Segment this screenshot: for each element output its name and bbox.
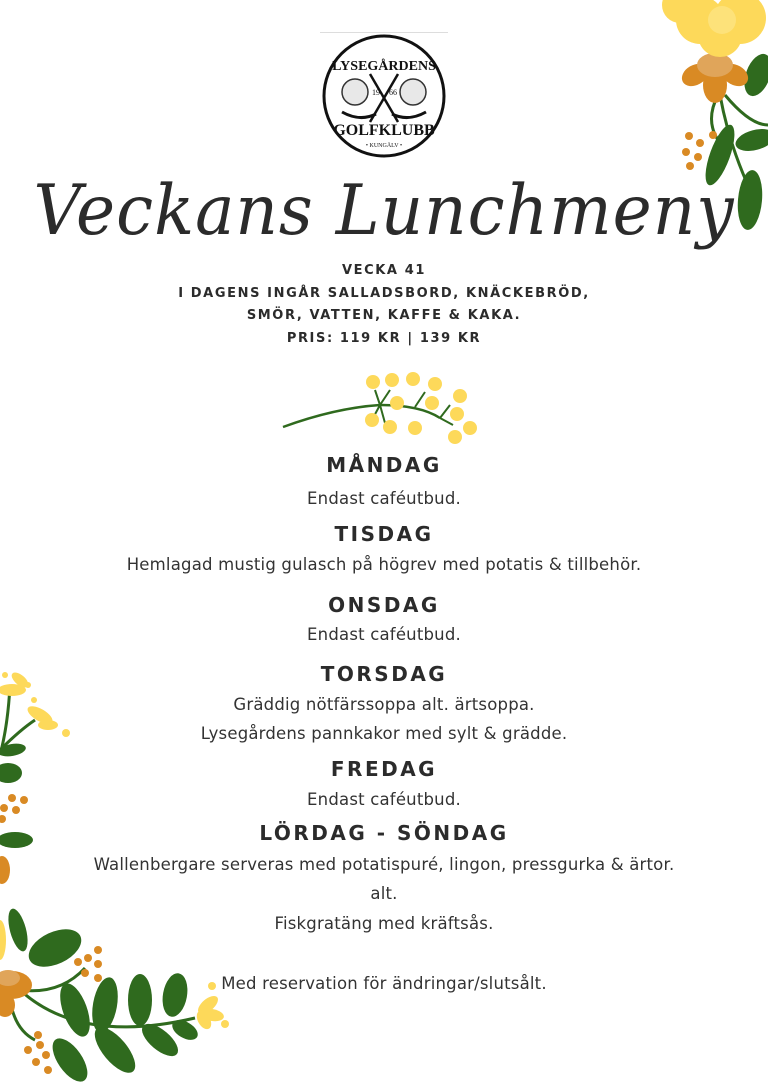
day-menu-weekend-alt: alt. <box>370 884 398 903</box>
day-menu-friday: Endast caféutbud. <box>307 790 461 809</box>
svg-text:19: 19 <box>372 88 380 97</box>
day-heading-weekend: LÖRDAG - SÖNDAG <box>259 821 509 845</box>
page-title: Veckans Lunchmeny <box>33 170 735 251</box>
day-menu-tuesday: Hemlagad mustig gulasch på högrev med potatis & tillbehör. <box>126 555 642 574</box>
day-menu-weekend-2: Fiskgratäng med kräftsås. <box>274 914 494 933</box>
svg-text:LYSEGÅRDENS: LYSEGÅRDENS <box>332 59 436 74</box>
footer-note: Med reservation för ändringar/slutsålt. <box>221 974 547 993</box>
golfklubb-logo <box>320 32 448 160</box>
day-menu-thursday-1: Gräddig nötfärssoppa alt. ärtsoppa. <box>233 695 535 714</box>
svg-text:GOLFKLUBB: GOLFKLUBB <box>333 122 435 139</box>
included-line-1: I DAGENS INGÅR SALLADSBORD, KNÄCKEBRÖD, <box>178 285 590 301</box>
day-heading-thursday: TORSDAG <box>320 662 448 686</box>
svg-text:66: 66 <box>389 88 397 97</box>
day-menu-monday: Endast caféutbud. <box>307 489 461 508</box>
day-menu-weekend-1: Wallenbergare serveras med potatispuré, lingon, pressgurka & ärtor. <box>93 855 675 874</box>
day-menu-wednesday: Endast caféutbud. <box>307 625 461 644</box>
price: PRIS: 119 KR | 139 KR <box>286 330 482 346</box>
day-heading-wednesday: ONSDAG <box>328 593 440 617</box>
svg-text:• KUNGÄLV •: • KUNGÄLV • <box>365 143 403 149</box>
mimosa-sprig-icon <box>275 370 485 450</box>
included-line-2: SMÖR, VATTEN, KAFFE & KAKA. <box>246 308 522 323</box>
day-heading-tuesday: TISDAG <box>334 522 434 546</box>
day-heading-friday: FREDAG <box>330 757 438 781</box>
day-menu-thursday-2: Lysegårdens pannkakor med sylt & grädde. <box>200 724 568 743</box>
day-heading-monday: MÅNDAG <box>326 453 442 477</box>
week-number: VECKA 41 <box>341 263 427 278</box>
